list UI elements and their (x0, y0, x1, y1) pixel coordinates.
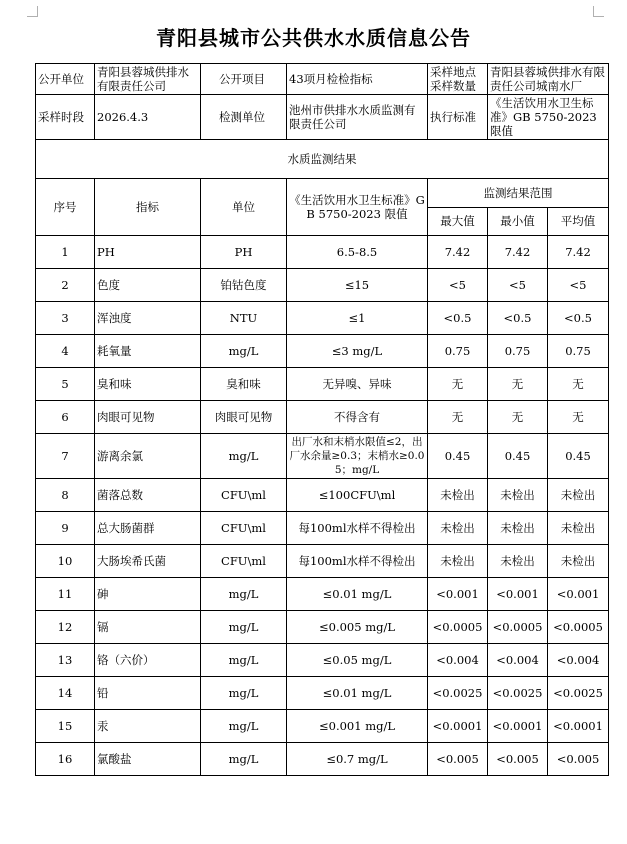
cell-unit: mg/L (201, 644, 287, 677)
cell-unit: mg/L (201, 578, 287, 611)
cell-no: 5 (36, 368, 95, 401)
header-range: 监测结果范围 (428, 179, 609, 208)
cell-min: 0.75 (488, 335, 548, 368)
cell-unit: 臭和味 (201, 368, 287, 401)
cell-unit: mg/L (201, 677, 287, 710)
cell-avg: <0.004 (548, 644, 609, 677)
cell-unit: 肉眼可见物 (201, 401, 287, 434)
cell-limit: ≤0.005 mg/L (287, 611, 428, 644)
cell-indicator: 汞 (95, 710, 201, 743)
header-unit: 单位 (201, 179, 287, 236)
label-publish-unit: 公开单位 (36, 64, 95, 95)
cell-avg: 未检出 (548, 512, 609, 545)
cell-no: 15 (36, 710, 95, 743)
cell-min: <0.5 (488, 302, 548, 335)
cell-min: <0.005 (488, 743, 548, 776)
sample-time-value: 2026.4.3 (95, 95, 201, 140)
cell-min: <0.0005 (488, 611, 548, 644)
cell-min: <0.001 (488, 578, 548, 611)
cell-unit: mg/L (201, 335, 287, 368)
cell-no: 12 (36, 611, 95, 644)
header-no: 序号 (36, 179, 95, 236)
cell-no: 11 (36, 578, 95, 611)
cell-max: <0.001 (428, 578, 488, 611)
cell-indicator: 色度 (95, 269, 201, 302)
cell-limit: ≤1 (287, 302, 428, 335)
cell-limit: ≤0.01 mg/L (287, 677, 428, 710)
cell-avg: <0.0005 (548, 611, 609, 644)
cell-limit: 无异嗅、异味 (287, 368, 428, 401)
cell-avg: 未检出 (548, 545, 609, 578)
cell-max: 未检出 (428, 545, 488, 578)
cell-unit: NTU (201, 302, 287, 335)
cell-indicator: 大肠埃希氏菌 (95, 545, 201, 578)
cell-avg: 0.75 (548, 335, 609, 368)
cell-min: 未检出 (488, 512, 548, 545)
cell-no: 10 (36, 545, 95, 578)
table-row (36, 743, 609, 776)
cell-indicator: 游离余氯 (95, 434, 201, 479)
publish-item-value: 43项月检检指标 (287, 64, 428, 95)
table-row (36, 434, 609, 479)
cell-max: <0.0005 (428, 611, 488, 644)
cell-indicator: 耗氧量 (95, 335, 201, 368)
cell-max: 0.45 (428, 434, 488, 479)
cell-max: <0.5 (428, 302, 488, 335)
table-row (36, 710, 609, 743)
cell-min: 无 (488, 401, 548, 434)
table-row (36, 545, 609, 578)
cell-min: 无 (488, 368, 548, 401)
label-sample-time: 采样时段 (36, 95, 95, 140)
cell-indicator: 铬（六价） (95, 644, 201, 677)
cell-limit: ≤0.05 mg/L (287, 644, 428, 677)
cell-indicator: 臭和味 (95, 368, 201, 401)
cell-min: 未检出 (488, 545, 548, 578)
cell-unit: mg/L (201, 611, 287, 644)
cell-indicator: 肉眼可见物 (95, 401, 201, 434)
cell-limit: ≤15 (287, 269, 428, 302)
cell-indicator: 砷 (95, 578, 201, 611)
cell-limit: ≤3 mg/L (287, 335, 428, 368)
cell-indicator: 菌落总数 (95, 479, 201, 512)
cell-indicator: 氯酸盐 (95, 743, 201, 776)
cell-limit: ≤0.01 mg/L (287, 578, 428, 611)
table-row (36, 578, 609, 611)
table-row (36, 401, 609, 434)
table-row (36, 302, 609, 335)
cell-avg: 7.42 (548, 236, 609, 269)
table-row (36, 479, 609, 512)
cell-limit: 6.5-8.5 (287, 236, 428, 269)
cell-max: 未检出 (428, 479, 488, 512)
cell-no: 16 (36, 743, 95, 776)
cell-avg: <0.0025 (548, 677, 609, 710)
cell-no: 1 (36, 236, 95, 269)
cell-limit: 出厂水和末梢水限值≤2，出厂水余量≥0.3；末梢水≥0.05；mg/L (287, 434, 428, 479)
cell-indicator: PH (95, 236, 201, 269)
header-indicator: 指标 (95, 179, 201, 236)
cell-no: 6 (36, 401, 95, 434)
cell-no: 14 (36, 677, 95, 710)
cell-max: 无 (428, 401, 488, 434)
cell-unit: PH (201, 236, 287, 269)
cell-no: 2 (36, 269, 95, 302)
cell-no: 7 (36, 434, 95, 479)
table-row (36, 236, 609, 269)
cell-min: <0.0025 (488, 677, 548, 710)
cell-max: <0.0025 (428, 677, 488, 710)
label-sample-site: 采样地点采样数量 (428, 64, 488, 95)
cell-min: 0.45 (488, 434, 548, 479)
cell-min: <0.004 (488, 644, 548, 677)
page-corner-mark-left (27, 6, 38, 17)
table-row (36, 677, 609, 710)
label-standard: 执行标准 (428, 95, 488, 140)
cell-limit: 每100ml水样不得检出 (287, 512, 428, 545)
cell-max: <5 (428, 269, 488, 302)
page-title: 青阳县城市公共供水水质信息公告 (156, 26, 471, 50)
cell-min: 未检出 (488, 479, 548, 512)
cell-avg: 0.45 (548, 434, 609, 479)
info-row-1 (36, 64, 609, 95)
cell-min: 7.42 (488, 236, 548, 269)
cell-avg: 未检出 (548, 479, 609, 512)
cell-avg: 无 (548, 401, 609, 434)
header-max: 最大值 (428, 207, 488, 236)
cell-max: <0.0001 (428, 710, 488, 743)
table-row (36, 611, 609, 644)
cell-unit: CFU\ml (201, 512, 287, 545)
table-row (36, 512, 609, 545)
header-min: 最小值 (488, 207, 548, 236)
info-row-2 (36, 95, 609, 140)
sample-site-value: 青阳县蓉城供排水有限责任公司城南水厂 (488, 64, 609, 95)
cell-max: 7.42 (428, 236, 488, 269)
cell-indicator: 铅 (95, 677, 201, 710)
cell-indicator: 总大肠菌群 (95, 512, 201, 545)
cell-max: 未检出 (428, 512, 488, 545)
header-limit: 《生活饮用水卫生标准》GB 5750-2023 限值 (287, 179, 428, 236)
cell-avg: <0.5 (548, 302, 609, 335)
cell-no: 9 (36, 512, 95, 545)
cell-avg: <0.001 (548, 578, 609, 611)
detect-unit-value: 池州市供排水水质监测有限责任公司 (287, 95, 428, 140)
cell-unit: mg/L (201, 710, 287, 743)
cell-unit: mg/L (201, 743, 287, 776)
header-avg: 平均值 (548, 207, 609, 236)
standard-value: 《生活饮用水卫生标准》GB 5750-2023 限值 (488, 95, 609, 140)
cell-limit: ≤0.7 mg/L (287, 743, 428, 776)
cell-avg: <0.0001 (548, 710, 609, 743)
cell-indicator: 镉 (95, 611, 201, 644)
cell-no: 13 (36, 644, 95, 677)
cell-no: 3 (36, 302, 95, 335)
page-corner-mark-right (593, 6, 604, 17)
cell-limit: ≤0.001 mg/L (287, 710, 428, 743)
cell-max: 无 (428, 368, 488, 401)
cell-max: <0.005 (428, 743, 488, 776)
cell-unit: CFU\ml (201, 479, 287, 512)
cell-indicator: 浑浊度 (95, 302, 201, 335)
label-publish-item: 公开项目 (201, 64, 287, 95)
cell-avg: <5 (548, 269, 609, 302)
cell-limit: ≤100CFU\ml (287, 479, 428, 512)
section-title-row (36, 140, 609, 179)
cell-max: 0.75 (428, 335, 488, 368)
cell-unit: 铂钴色度 (201, 269, 287, 302)
water-quality-table (35, 63, 609, 776)
table-row (36, 335, 609, 368)
cell-unit: CFU\ml (201, 545, 287, 578)
section-title: 水质监测结果 (36, 140, 609, 179)
publish-unit-value: 青阳县蓉城供排水有限责任公司 (95, 64, 201, 95)
cell-avg: 无 (548, 368, 609, 401)
table-row (36, 269, 609, 302)
cell-no: 8 (36, 479, 95, 512)
label-detect-unit: 检测单位 (201, 95, 287, 140)
cell-min: <0.0001 (488, 710, 548, 743)
cell-avg: <0.005 (548, 743, 609, 776)
cell-no: 4 (36, 335, 95, 368)
cell-unit: mg/L (201, 434, 287, 479)
cell-min: <5 (488, 269, 548, 302)
table-row (36, 368, 609, 401)
table-row (36, 644, 609, 677)
cell-limit: 每100ml水样不得检出 (287, 545, 428, 578)
cell-max: <0.004 (428, 644, 488, 677)
cell-limit: 不得含有 (287, 401, 428, 434)
header-row-1 (36, 179, 609, 208)
